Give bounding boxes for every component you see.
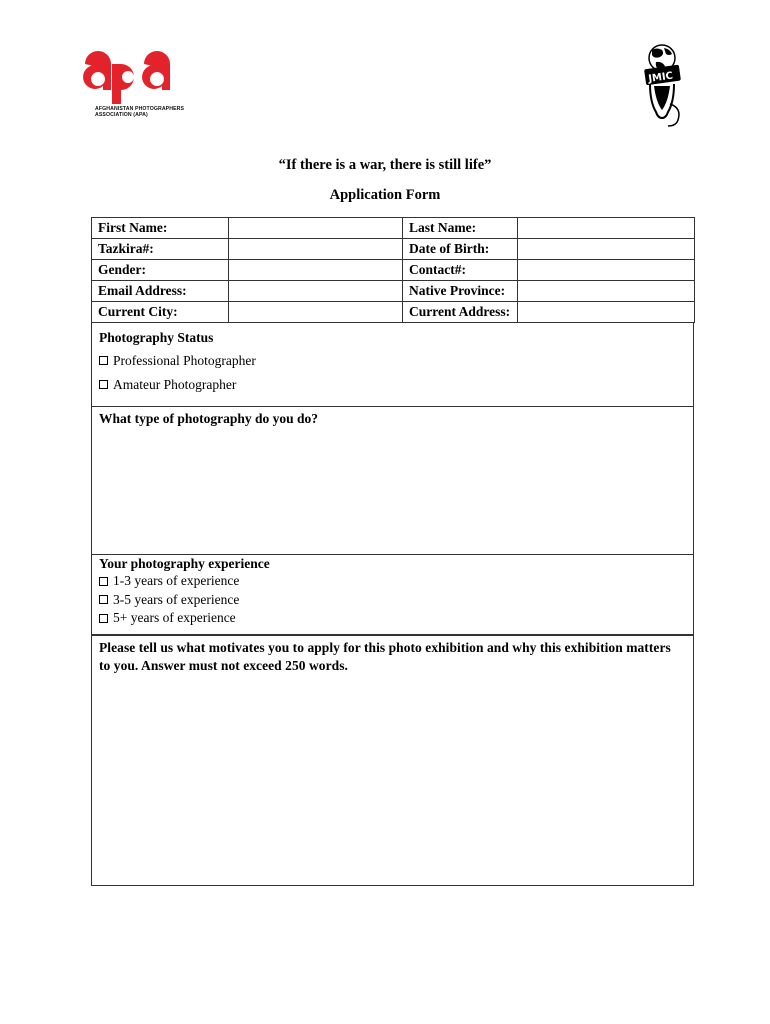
personal-info-table — [91, 217, 695, 323]
experience-1-checkbox[interactable] — [99, 577, 108, 586]
last-name-label: Last Name: — [403, 218, 518, 239]
motivation-question: Please tell us what motivates you to apply for this photo exhibition and why this exhibition matters to you. Answer must not exceed 250 words. — [99, 640, 671, 673]
contact-field[interactable] — [518, 260, 695, 281]
email-label: Email Address: — [92, 281, 229, 302]
first-name-label: First Name: — [92, 218, 229, 239]
experience-2-checkbox[interactable] — [99, 595, 108, 604]
photography-type-section[interactable] — [91, 406, 694, 555]
tazkira-label: Tazkira#: — [92, 239, 229, 260]
gender-label: Gender: — [92, 260, 229, 281]
first-name-field[interactable] — [229, 218, 403, 239]
contact-label: Contact#: — [403, 260, 518, 281]
experience-3-label: 5+ years of experience — [113, 610, 236, 625]
native-province-label: Native Province: — [403, 281, 518, 302]
email-field[interactable] — [229, 281, 403, 302]
amateur-label: Amateur Photographer — [113, 377, 237, 392]
experience-1-label: 1-3 years of experience — [113, 573, 240, 588]
form-title: Application Form — [329, 187, 441, 203]
photography-type-question: What type of photography do you do? — [99, 411, 319, 426]
professional-checkbox[interactable] — [99, 356, 108, 365]
dob-label: Date of Birth: — [403, 239, 518, 260]
tazkira-field[interactable] — [229, 239, 403, 260]
form-quote: “If there is a war, there is still life” — [278, 157, 492, 173]
current-city-field[interactable] — [229, 302, 403, 323]
current-address-label: Current Address: — [403, 302, 518, 323]
experience-3-checkbox[interactable] — [99, 614, 108, 623]
experience-2-label: 3-5 years of experience — [113, 591, 240, 607]
experience-title: Your photography experience — [99, 556, 270, 571]
photography-status-section — [91, 323, 694, 407]
experience-option-1[interactable] — [99, 572, 693, 591]
professional-option[interactable] — [99, 351, 693, 370]
motivation-section[interactable] — [91, 634, 694, 886]
professional-label: Professional Photographer — [113, 353, 256, 368]
dob-field[interactable] — [518, 239, 695, 260]
jmic-text: JMIC — [647, 70, 674, 85]
jmic-logo — [640, 42, 688, 128]
gender-field[interactable] — [229, 260, 403, 281]
experience-option-2[interactable] — [99, 591, 693, 610]
current-address-field[interactable] — [518, 302, 695, 323]
amateur-option[interactable] — [99, 375, 693, 394]
native-province-field[interactable] — [518, 281, 695, 302]
amateur-checkbox[interactable] — [99, 380, 108, 389]
photography-status-title: Photography Status — [99, 330, 214, 345]
current-city-label: Current City: — [92, 302, 229, 323]
apa-logo — [82, 50, 186, 128]
apa-logo-text: AFGHANISTAN PHOTOGRAPHERS ASSOCIATION (APA) — [95, 106, 185, 119]
experience-option-3[interactable] — [99, 609, 693, 628]
last-name-field[interactable] — [518, 218, 695, 239]
experience-section — [91, 554, 694, 636]
